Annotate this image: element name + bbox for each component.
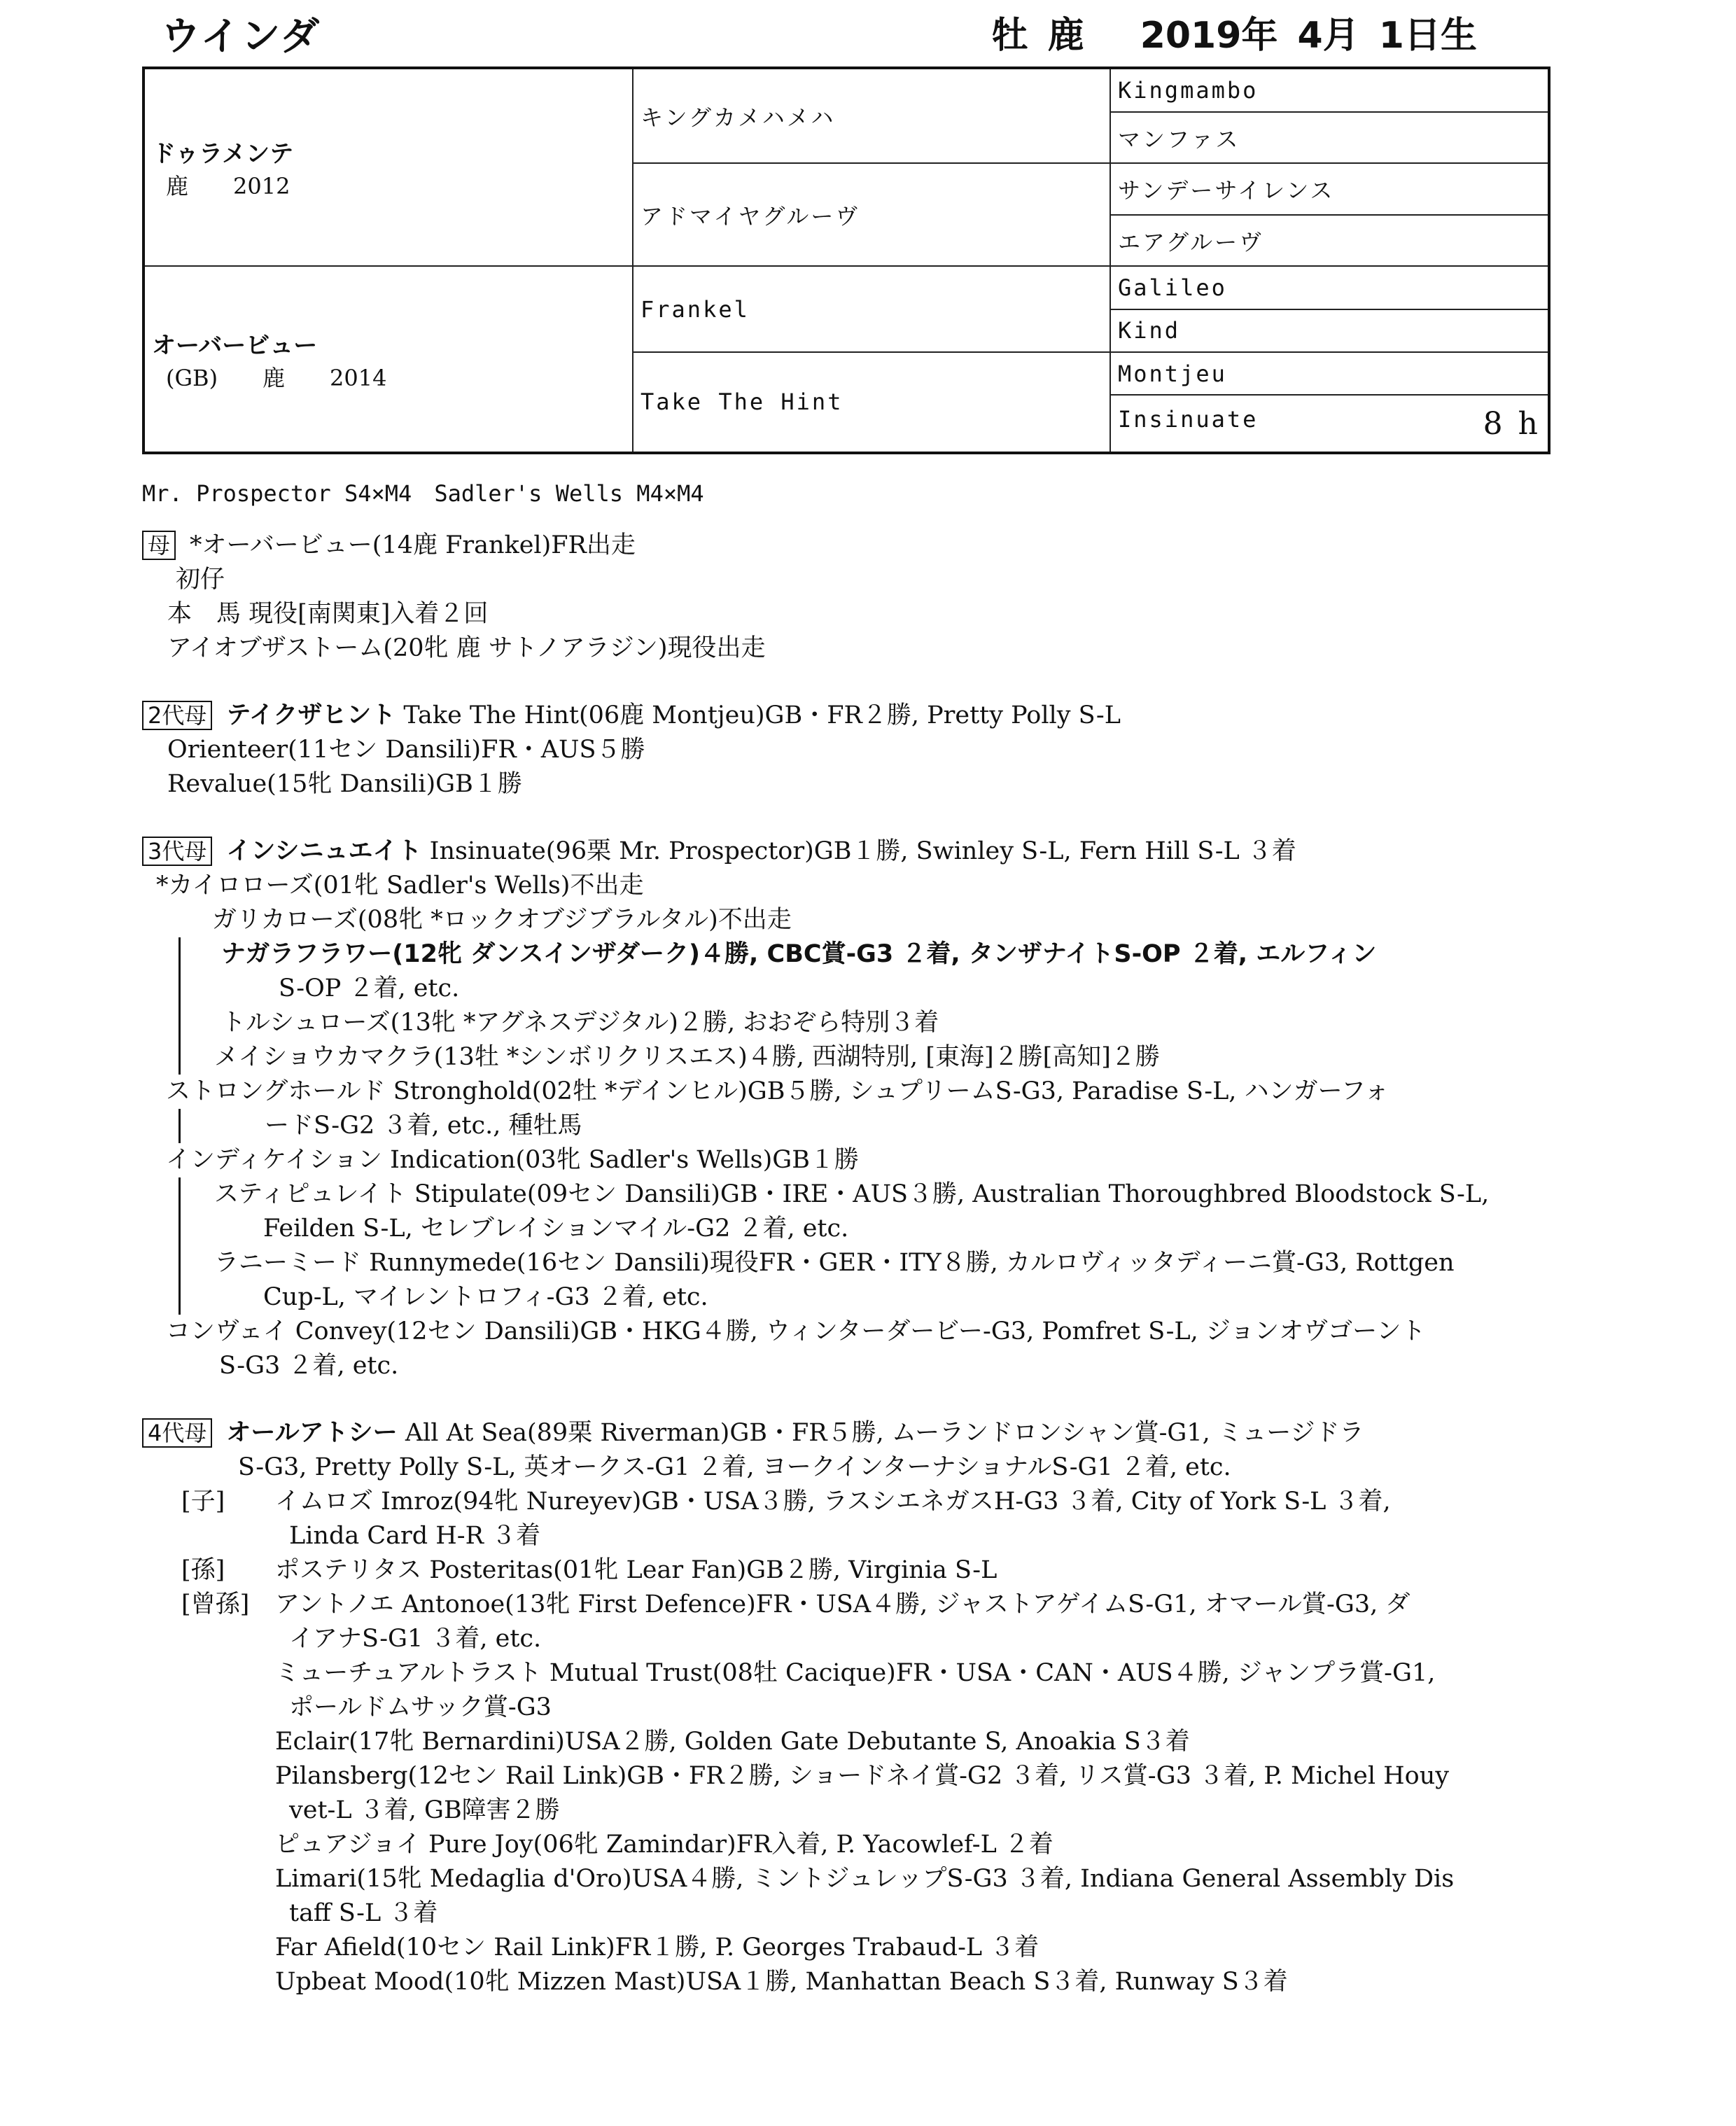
- note-line: taff S-L ３着: [289, 1899, 438, 1927]
- gen3-cell: Kind: [1110, 309, 1549, 352]
- section-label: 2代母: [142, 701, 212, 730]
- note-line: スティピュレイト Stipulate(09セン Dansili)GB・IRE・AUS３勝, Australian Thoroughbred Bloodstock S-L,: [178, 1177, 1507, 1212]
- note-line: S-G3 ２着, etc.: [219, 1352, 399, 1380]
- note-line: Linda Card H-R ３着: [289, 1522, 541, 1550]
- spacer: [142, 802, 1507, 834]
- note-line: Limari(15牝 Medaglia d'Oro)USA４勝, ミントジュレップS-G3 ３着, Indiana General Assembly Dis: [275, 1865, 1455, 1893]
- sire-sub: 鹿 2012: [166, 172, 290, 200]
- note-line: [142, 1485, 1507, 1519]
- note-line: 本 馬 現役[南関東]入着２回: [167, 600, 489, 628]
- gen3-cell: サンデーサイレンス: [1110, 163, 1549, 215]
- note-text: トルシュローズ(13牝 *アグネスデジタル)２勝, おおぞら特別３着: [221, 1009, 939, 1037]
- note-line: ードS-G2 ３着, etc., 種牡馬: [178, 1109, 1507, 1143]
- gen3-cell-last: [1110, 395, 1549, 453]
- section-dam: [142, 529, 1507, 666]
- note-line: Pilansberg(12セン Rail Link)GB・FR２勝, ショードネイ賞-G2 ３着, リス賞-G3 ３着, P. Michel Houy: [275, 1762, 1450, 1790]
- family-notes: [142, 529, 1507, 1999]
- note-line: S-G3, Pretty Polly S-L, 英オークス-G1 ２着, ヨークインターナショナルS-G1 ２着, etc.: [238, 1453, 1231, 1481]
- sire-cell: [144, 68, 633, 266]
- dam-sub: (GB) 鹿 2014: [166, 364, 387, 391]
- note-line: Upbeat Mood(10牝 Mizzen Mast)USA１勝, Manhattan Beach S３着, Runway S３着: [275, 1968, 1288, 1996]
- spacer: [142, 666, 1507, 699]
- gen2-cell: キングカメハメハ: [633, 68, 1110, 163]
- note-line: [178, 1006, 1507, 1040]
- note-line: [142, 1588, 1507, 1622]
- note-line: ラニーミード Runnymede(16セン Dansili)現役FR・GER・ITY８勝, カルロヴィッタディーニ賞-G3, Rottgen: [178, 1246, 1507, 1280]
- section-2nd-dam: [142, 699, 1507, 802]
- gen3-cell: エアグルーヴ: [1110, 215, 1549, 267]
- pedigree-table: [142, 67, 1550, 454]
- gen3-cell: Kingmambo: [1110, 68, 1549, 112]
- note-line: ピュアジョイ Pure Joy(06牝 Zamindar)FR入着, P. Yacowlef-L ２着: [275, 1831, 1054, 1859]
- section-head-text: *オーバービュー(14鹿 Frankel)FR出走: [190, 531, 636, 559]
- mare-record: All At Sea(89栗 Riverman)GB・FR５勝, ムーランドロンシャン賞-G1, ミュージドラ: [397, 1419, 1364, 1447]
- mare-name: オールアトシー: [226, 1419, 398, 1447]
- note-line: インディケイション Indication(03牝 Sadler's Wells)GB１勝: [166, 1146, 859, 1174]
- note-line: Orienteer(11セン Dansili)FR・AUS５勝: [167, 736, 645, 764]
- header: [161, 6, 1477, 62]
- gen3-cell: マンファス: [1110, 112, 1549, 164]
- generation-tag: [孫]: [181, 1556, 225, 1584]
- section-heading: [142, 834, 1507, 869]
- note-text: イムロズ Imroz(94牝 Nureyev)GB・USA３勝, ラスシエネガスH-G3 ３着, City of York S-L ３着,: [275, 1488, 1391, 1516]
- note-line: Feilden S-L, セレブレイションマイル-G2 ２着, etc.: [178, 1212, 1507, 1246]
- note-line: [178, 937, 1507, 972]
- tree-bar: [178, 1006, 221, 1040]
- tree-bar: [178, 937, 221, 972]
- gen2-cell: Frankel: [633, 266, 1110, 352]
- section-heading: [142, 1416, 1507, 1450]
- gen3-cell: Galileo: [1110, 266, 1549, 309]
- note-text: ナガラフラワー(12牝 ダンスインザダーク)４勝, CBC賞-G3 ２着, タンザナイトS-OP ２着, エルフィン: [221, 940, 1377, 968]
- generation-tag: [子]: [181, 1488, 225, 1516]
- note-line: Eclair(17牝 Bernardini)USA２勝, Golden Gate Debutante S, Anoakia S３着: [275, 1728, 1190, 1756]
- horse-info: 牡 鹿 2019年 4月 1日生: [991, 15, 1477, 57]
- dam-name: オーバービュー: [152, 331, 318, 360]
- dam-cell: [144, 266, 633, 453]
- gen2-cell: アドマイヤグルーヴ: [633, 163, 1110, 266]
- note-line: ガリカローズ(08牝 *ロックオブジブラルタル)不出走: [212, 906, 792, 934]
- note-line: ストロングホールド Stronghold(02牡 *デインヒル)GB５勝, シュプリームS-G3, Paradise S-L, ハンガーフォ: [166, 1077, 1390, 1105]
- note-line: Far Afield(10セン Rail Link)FR１勝, P. Georges Trabaud-L ３着: [275, 1933, 1040, 1961]
- note-text: S-OP ２着, etc.: [279, 974, 460, 1002]
- section-heading: [142, 699, 1507, 733]
- note-line: Cup-L, マイレントロフィ-G3 ２着, etc.: [178, 1280, 1507, 1315]
- note-line: 初仔: [176, 566, 225, 594]
- sire-name: ドゥラメンテ: [152, 139, 294, 168]
- spacer: [142, 1383, 1507, 1416]
- section-4th-dam: [142, 1416, 1507, 1999]
- section-label: 母: [142, 531, 176, 560]
- note-line: コンヴェイ Convey(12セン Dansili)GB・HKG４勝, ウィンターダービー-G3, Pomfret S-L, ジョンオヴゴーント: [166, 1317, 1426, 1345]
- note-line: ポールドムサック賞-G3: [289, 1693, 552, 1721]
- note-line: vet-L ３着, GB障害２勝: [289, 1796, 560, 1824]
- note-line: ミューチュアルトラスト Mutual Trust(08牡 Cacique)FR・USA・CAN・AUS４勝, ジャンプラ賞-G1,: [275, 1659, 1436, 1687]
- note-line: *カイロローズ(01牝 Sadler's Wells)不出走: [156, 872, 644, 900]
- mare-record: Take The Hint(06鹿 Montjeu)GB・FR２勝, Pretty Polly S-L: [396, 701, 1121, 729]
- mare-name: テイクザヒント: [226, 701, 396, 729]
- gen2-cell: Take The Hint: [633, 352, 1110, 453]
- gen3-cell: Montjeu: [1110, 352, 1549, 395]
- note-line: [178, 972, 1507, 1006]
- section-heading: [142, 529, 1507, 563]
- mare-name: インシニュエイト: [226, 837, 422, 865]
- section-3rd-dam: [142, 834, 1507, 1383]
- inbreeding-line: Mr. Prospector S4×M4 Sadler's Wells M4×M4: [142, 480, 704, 507]
- note-line: アイオブザストーム(20牝 鹿 サトノアラジン)現役出走: [167, 634, 766, 662]
- note-text: ポステリタス Posteritas(01牝 Lear Fan)GB２勝, Virginia S-L: [275, 1556, 997, 1584]
- tree-bar: [178, 972, 279, 1006]
- mare-record: Insinuate(96栗 Mr. Prospector)GB１勝, Swinley S-L, Fern Hill S-L ３着: [421, 837, 1296, 865]
- section-label: 4代母: [142, 1418, 212, 1448]
- generation-tag: [曾孫]: [181, 1590, 250, 1618]
- section-label: 3代母: [142, 837, 212, 866]
- horse-name: ウインダ: [161, 14, 321, 60]
- age-flag: 8 h: [1483, 405, 1541, 442]
- note-line: メイショウカマクラ(13牡 *シンボリクリスエス)４勝, 西湖特別, [東海]２勝[高知]２勝: [178, 1040, 1507, 1075]
- note-text: アントノエ Antonoe(13牝 First Defence)FR・USA４勝, ジャストアゲイムS-G1, オマール賞-G3, ダ: [275, 1590, 1410, 1618]
- note-line: Revalue(15牝 Dansili)GB１勝: [167, 770, 522, 798]
- gen3-name: Insinuate: [1118, 405, 1259, 433]
- note-line: イアナS-G1 ３着, etc.: [289, 1625, 542, 1653]
- note-line: [142, 1553, 1507, 1588]
